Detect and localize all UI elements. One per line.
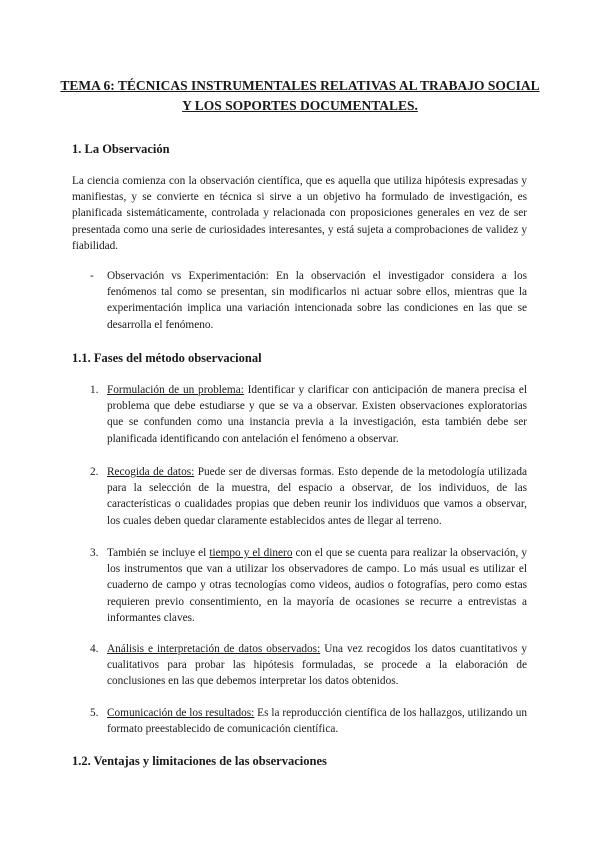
list-item-text: Identificar y clarificar con anticipación de manera precisa el problema que debe estudiarse y que se va a observar. Existen observaciones exploratorias que se confunden como una instancia previa a la investigación, esta también debe ser planificada identificando con antelación el fenómeno a observar. xyxy=(107,384,527,445)
section-heading-ventajas: 1.2. Ventajas y limitaciones de las observaciones xyxy=(72,754,327,768)
list-item-text: Una vez recogidos los datos cuantitativos y cualitativos para probar las hipótesis formuladas, se procede a la elaboración de conclusiones en las que debemos interpretar los datos obtenidos. xyxy=(107,643,527,688)
list-item-body xyxy=(107,382,527,447)
bullet-dash: - xyxy=(90,270,94,282)
list-item-lead: Recogida de datos: xyxy=(107,466,195,478)
list-item-lead: Comunicación de los resultados: xyxy=(107,707,255,719)
list-number: 3. xyxy=(90,547,99,559)
list-number: 2. xyxy=(90,466,99,478)
list-number: 4. xyxy=(90,643,99,655)
document-title: TEMA 6: TÉCNICAS INSTRUMENTALES RELATIVAS AL TRABAJO SOCIAL Y LOS SOPORTES DOCUMENTALES. xyxy=(60,78,540,113)
list-item-lead: Formulación de un problema: xyxy=(107,384,244,396)
list-item-body xyxy=(107,464,527,529)
list-item-lead: tiempo y el dinero xyxy=(209,547,293,559)
list-item-text: con el que se cuenta para realizar la observación, y los instrumentos que van a utilizar los observadores de campo. Lo más usual es utilizar el cuaderno de campo y otras tecnologías como videos, audios o fotografías, pero como estas requieren previo consentimiento, en la mayoría de ocasiones se recurre a entrevistas a informantes claves. xyxy=(107,547,527,624)
bullet-text: Observación vs Experimentación: En la observación el investigador considera a los fenómenos tal como se presentan, sin modificarlos ni actuar sobre ellos, mientras que la experimentación implica una variación intencionada sobre las condiciones en las que se desarrolla el fenómeno. xyxy=(107,270,527,331)
list-item-body xyxy=(107,641,527,690)
list-item-body xyxy=(107,545,527,626)
section-heading-observacion: 1. La Observación xyxy=(72,142,170,156)
list-number: 5. xyxy=(90,707,99,719)
list-item-body xyxy=(107,705,527,737)
list-item-text: Puede ser de diversas formas. Esto depende de la metodología utilizada para la selección de la muestra, del espacio a observar, de los individuos, de las características o cualidades propias que deben reunir los individuos que vamos a observar, los cuales deben quedar claramente establecidos antes de llegar al terreno. xyxy=(107,466,527,527)
section-heading-fases: 1.1. Fases del método observacional xyxy=(72,351,262,365)
list-number: 1. xyxy=(90,384,99,396)
paragraph-observacion: La ciencia comienza con la observación científica, que es aquella que utiliza hipótesis expresadas y manifiestas, y se convierte en técnica si sirve a un objetivo ha formulado de investigación, es planificada sistemáticamente, controlada y relacionada con proposiciones generales en vez de ser presentada como una serie de curiosidades interesantes, y está sujeta a comprobaciones de validez y fiabilidad. xyxy=(72,175,527,252)
list-item-lead: Análisis e interpretación de datos observados: xyxy=(107,643,321,655)
list-item-text: Es la reproducción científica de los hallazgos, utilizando un formato preestablecido de comunicación científica. xyxy=(107,707,527,736)
list-item-pre: También se incluye el xyxy=(107,547,210,559)
